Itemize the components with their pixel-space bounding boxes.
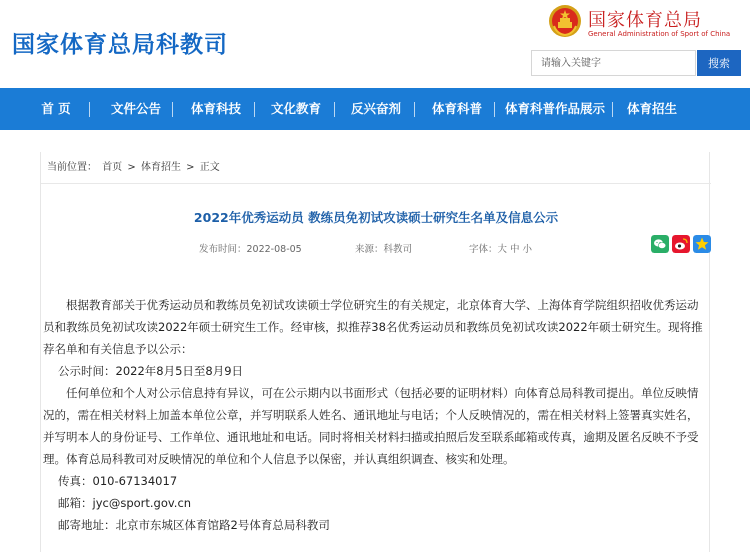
national-emblem-icon: [548, 4, 582, 38]
contact-address: 邮寄地址：北京市东城区体育馆路2号体育总局科教司: [58, 518, 330, 532]
nav-separator: [612, 102, 613, 117]
search-input[interactable]: [531, 50, 696, 76]
breadcrumb-current: 正文: [199, 162, 220, 173]
article-title: 2022年优秀运动员 教练员免初试攻读硕士研究生名单及信息公示: [193, 210, 559, 225]
contact-email[interactable]: 邮箱：jyc@sport.gov.cn: [58, 496, 192, 510]
breadcrumb: [41, 152, 711, 184]
nav-item-science-popularization[interactable]: 体育科普: [431, 101, 482, 116]
article-paragraph: 根据教育部关于优秀运动员和教练员免初试攻读硕士学位研究生的有关规定，北京体育大学、上海体育学院组织招收优秀运动员和教练员免初试攻读2022年硕士研究生工作。经审核，拟推荐38名优秀运动员和教练员免初试攻读2022年硕士研究生。现将推荐名单和有关信息予以公示：: [43, 298, 703, 356]
brand-logo[interactable]: [548, 4, 748, 44]
nav-item-sports-admission[interactable]: 体育招生: [626, 101, 677, 116]
content-panel: [40, 152, 710, 552]
article-paragraph: 公示时间：2022年8月5日至8月9日: [58, 364, 244, 378]
breadcrumb-separator: >: [186, 162, 195, 173]
nav-item-notices[interactable]: 文件公告: [110, 101, 161, 116]
brand-name-en: General Administration of Sport of China: [588, 30, 731, 38]
breadcrumb-home[interactable]: 首页: [102, 162, 123, 173]
nav-item-sports-tech[interactable]: 体育科技: [190, 101, 241, 116]
article-paragraph: 任何单位和个人对公示信息持有异议，可在公示期内以书面形式（包括必要的证明材料）向体育总局科教司提出。单位反映情况的，需在相关材料上加盖本单位公章，并写明联系人姓名、通讯地址与电话；个人反映情况的，需在相关材料上签署真实姓名，并写明本人的身份证号、工作单位、通讯地址和电话。同时将相关材料扫描或拍照后发至联系邮箱或传真，逾期及匿名反映不予受理。体育总局科教司对反映情况的单位和个人信息予以保密，并认真组织调查、核实和处理。: [43, 386, 699, 466]
main-nav: [0, 88, 750, 130]
nav-separator: [334, 102, 335, 117]
nav-separator: [494, 102, 495, 117]
article-source: 来源：科教司: [355, 244, 413, 255]
wechat-icon[interactable]: [651, 235, 669, 253]
nav-item-culture-education[interactable]: 文化教育: [270, 101, 321, 116]
publish-date: 发布时间：2022-08-05: [199, 244, 302, 255]
nav-separator: [254, 102, 255, 117]
site-title[interactable]: 国家体育总局科教司: [12, 32, 228, 58]
article-body: [41, 294, 711, 536]
nav-separator: [89, 102, 90, 117]
contact-fax: 传真：010-67134017: [58, 474, 178, 488]
qzone-star-icon[interactable]: [693, 235, 711, 253]
nav-separator: [172, 102, 173, 117]
header: [0, 0, 750, 88]
nav-item-home[interactable]: 首 页: [41, 101, 71, 116]
nav-item-anti-doping[interactable]: 反兴奋剂: [350, 101, 401, 116]
font-size-selector[interactable]: 字体：大 中 小: [469, 244, 533, 255]
nav-item-science-works[interactable]: 体育科普作品展示: [504, 101, 605, 116]
breadcrumb-separator: >: [127, 162, 136, 173]
brand-name-cn: 国家体育总局: [588, 10, 702, 31]
weibo-icon[interactable]: [672, 235, 690, 253]
breadcrumb-label: 当前位置：: [47, 162, 97, 173]
nav-separator: [414, 102, 415, 117]
breadcrumb-section[interactable]: 体育招生: [140, 162, 181, 173]
search-button[interactable]: 搜索: [697, 50, 741, 76]
